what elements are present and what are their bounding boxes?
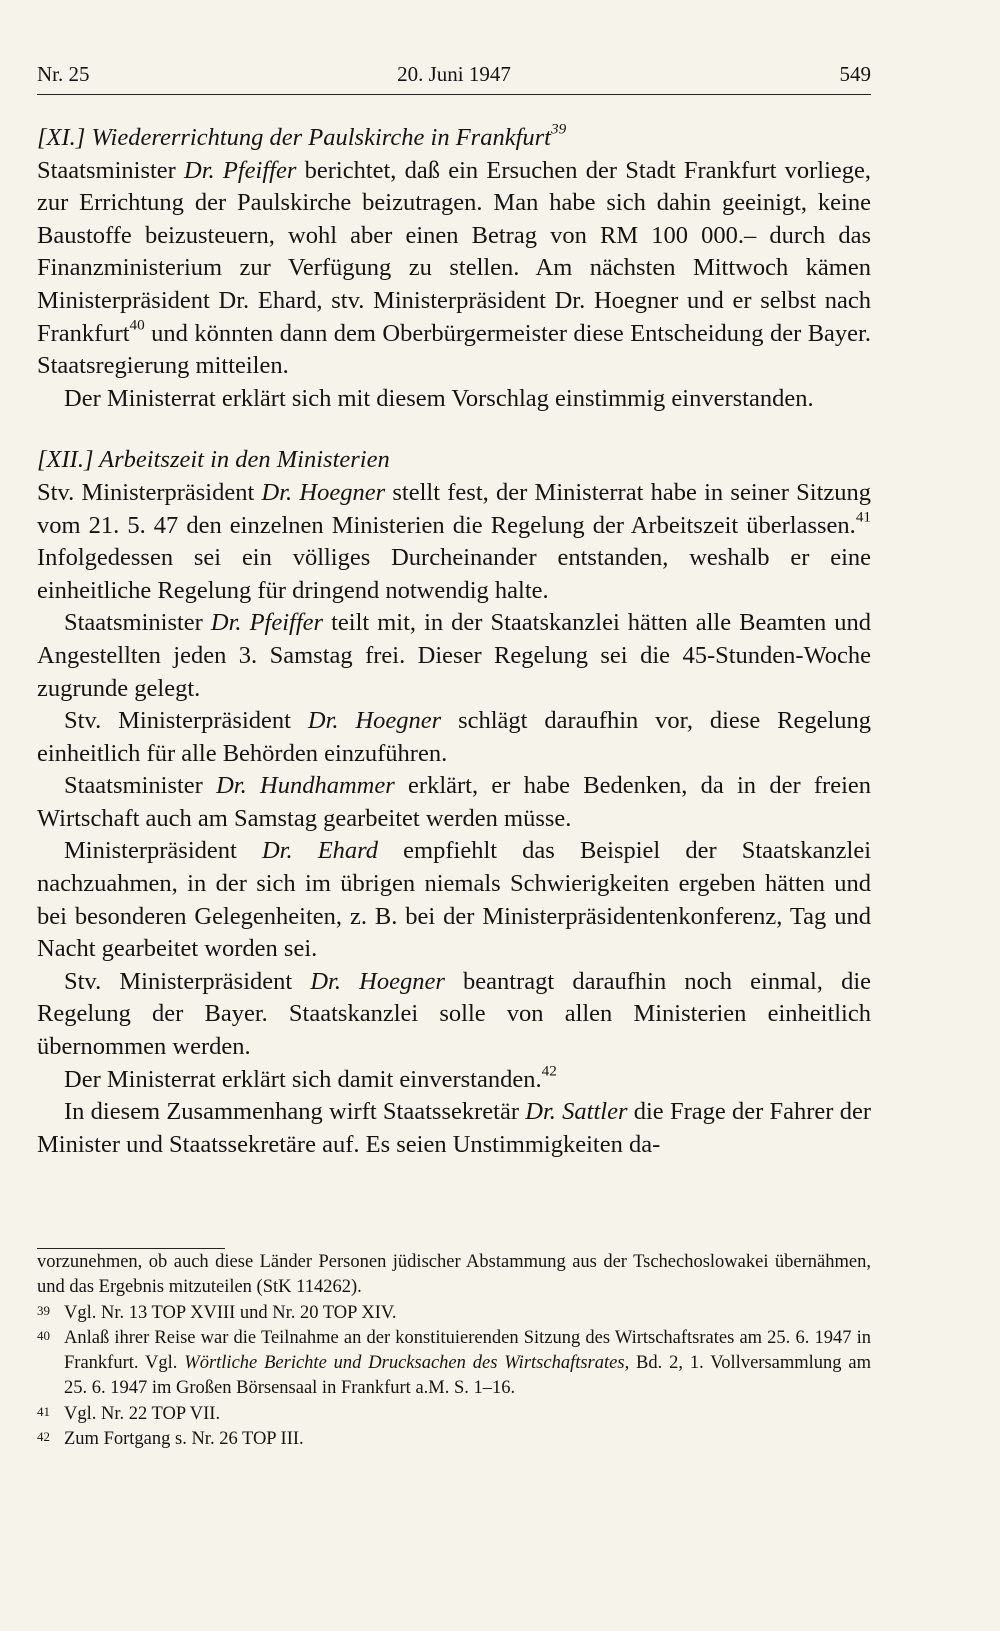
footnote-ref: 41 (855, 508, 871, 526)
text-run: Ministerpräsident (64, 837, 262, 865)
footnote-text: , Bd. 2, 1. Vollversammlung am 25. 6. 1947 im Großen Börsensaal in Frankfurt a.M. S. 1–16. (64, 1353, 871, 1399)
speaker-name: Hoegner (359, 967, 445, 995)
footnote-40 (37, 1326, 871, 1402)
paragraph (37, 835, 871, 965)
footnote-number: 39 (37, 1302, 50, 1318)
text-run: Staatsminister (64, 609, 211, 637)
text-run: empfiehlt das Beispiel der Staatskanzlei nachzuahmen, in der sich im übrigen niemals Schwierigkeiten ergeben hätten und bei besonderen Gelegenheiten, z. B. bei der Ministerpräsidentenkonferenz, Tag und Nacht gearbeitet worden sei. (37, 837, 872, 963)
paragraph (37, 477, 871, 607)
section-heading-xi (37, 122, 871, 155)
section-number: [XII.] (37, 446, 94, 474)
paragraph (37, 1064, 871, 1097)
text-run: schlägt daraufhin vor, diese Regelung einheitlich für alle Behörden einzuführen. (37, 707, 872, 767)
footnotes (37, 1250, 871, 1452)
speaker-title: Dr. (310, 967, 341, 995)
footnote-41 (37, 1402, 871, 1427)
paragraph (37, 1096, 871, 1161)
text-run: berichtet, daß ein Ersuchen der Stadt Frankfurt vorliege, zur Errichtung der Paulskirche beizutragen. Man habe sich dahin geeinigt, keine Baustoffe beizusteuern, wohl aber einen Betrag von RM 100 000.– durch das Finanzministerium zur Verfügung zu stellen. Am nächsten Mittwoch kämen Ministerpräsident Dr. Ehard, stv. Ministerpräsident Dr. Hoegner und er selbst nach Frankfurt (37, 156, 871, 347)
text-run: Staatsminister (37, 156, 185, 184)
text-run: Stv. Ministerpräsident (64, 707, 308, 735)
text-run: Staatsminister (64, 772, 217, 800)
text-run: Der Ministerrat erklärt sich damit einverstanden. (64, 1065, 542, 1093)
footnote-continuation: vorzunehmen, ob auch diese Länder Personen jüdischer Abstammung aus der Tschechoslowakei übernähmen, und das Ergebnis mitzuteilen (StK 114262). (37, 1252, 871, 1298)
speaker-title: Dr. (307, 707, 339, 735)
speaker-title: Dr. (261, 837, 293, 865)
text-run: Infolgedessen sei ein völliges Durcheinander entstanden, weshalb er eine einheitliche Regelung für dringend notwendig halte. (37, 544, 871, 604)
footnote-text: Zum Fortgang s. Nr. 26 TOP III. (64, 1429, 304, 1450)
section-number: [XI.] (37, 124, 86, 151)
header-date: 20. Juni 1947 (397, 62, 511, 86)
speaker-title: Dr. (216, 772, 247, 800)
paragraph (37, 966, 871, 1064)
footnote-number: 41 (37, 1403, 50, 1419)
text-run: und könnten dann dem Oberbürgermeister diese Entscheidung der Bayer. Staatsregierung mitteilen. (37, 319, 871, 380)
body-text (37, 122, 871, 1161)
text-run: beantragt daraufhin noch einmal, die Regelung der Bayer. Staatskanzlei solle von allen Ministerien einheitlich übernommen werden. (37, 967, 872, 1061)
footnote-text: Anlaß ihrer Reise war die Teilnahme an der konstituierenden Sitzung des Wirtschaftsrates am 25. 6. 1947 in Frankfurt. Vgl. (64, 1327, 871, 1374)
running-header (37, 58, 871, 95)
section-title: Arbeitszeit in den Ministerien (99, 446, 390, 474)
speaker-title: Dr. (261, 478, 293, 506)
text-run: stellt fest, der Ministerrat habe in seiner Sitzung vom 21. 5. 47 den einzelnen Ministerien die Regelung der Arbeitszeit überlassen. (37, 478, 872, 539)
paragraph: Der Ministerrat erklärt sich mit diesem Vorschlag einstimmig einverstanden. (64, 384, 814, 412)
footnote-text: Vgl. Nr. 13 TOP XVIII und Nr. 20 TOP XIV. (64, 1302, 397, 1323)
page-number: 549 (839, 62, 871, 86)
paragraph (37, 607, 871, 705)
text-run: Stv. Ministerpräsident (64, 967, 311, 995)
speaker-name: Hundhammer (260, 772, 395, 800)
speaker-name: Pfeiffer (222, 156, 297, 184)
speaker-title: Dr. (184, 156, 215, 184)
section-title: Wiedererrichtung der Paulskirche in Frankfurt (91, 124, 551, 151)
speaker-name: Hoegner (355, 707, 442, 735)
text-run: teilt mit, in der Staatskanzlei hätten alle Beamten und Angestellten jeden 3. Samstag frei. Dieser Regelung sei die 45-Stunden-Woche zugrunde gelegt. (37, 609, 871, 702)
speaker-name: Ehard (317, 837, 379, 865)
footnote-39 (37, 1301, 871, 1326)
section-heading-xii (37, 444, 871, 477)
paragraph (37, 155, 871, 383)
text-run: In diesem Zusammenhang wirft Staatssekretär (64, 1098, 526, 1126)
cited-work-title: Wörtliche Berichte und Drucksachen des Wirtschaftsrates (184, 1353, 625, 1374)
footnote-text: Vgl. Nr. 22 TOP VII. (64, 1403, 221, 1424)
footnote-divider (37, 1248, 225, 1249)
speaker-name: Sattler (562, 1098, 628, 1126)
footnote-ref: 42 (541, 1062, 557, 1080)
footnote-ref: 39 (550, 120, 567, 138)
footnote-number: 42 (37, 1429, 50, 1445)
text-run: erklärt, er habe Bedenken, da in der freien Wirtschaft auch am Samstag gearbeitet werden müsse. (37, 772, 872, 832)
paragraph (37, 705, 871, 770)
document-number: Nr. 25 (37, 62, 90, 86)
paragraph (37, 770, 871, 835)
speaker-name: Hoegner (299, 478, 386, 506)
speaker-title: Dr. (525, 1098, 556, 1126)
footnote-42 (37, 1427, 871, 1452)
footnote-number: 40 (37, 1327, 50, 1343)
speaker-name: Pfeiffer (249, 609, 324, 637)
footnote-ref: 40 (129, 316, 145, 334)
text-run: Stv. Ministerpräsident (37, 478, 262, 506)
speaker-title: Dr. (210, 609, 242, 637)
text-run: die Frage der Fahrer der Minister und Staatssekretäre auf. Es seien Unstimmigkeiten da- (37, 1098, 871, 1158)
